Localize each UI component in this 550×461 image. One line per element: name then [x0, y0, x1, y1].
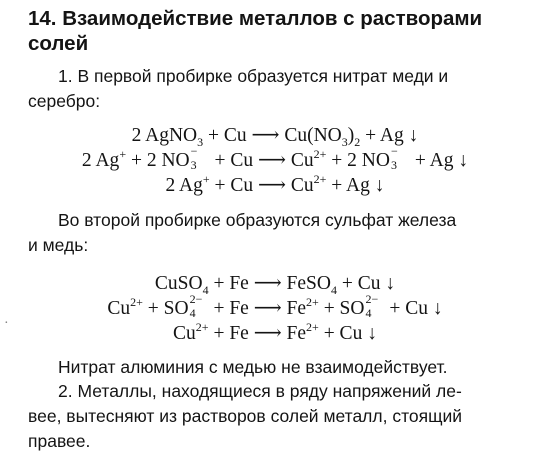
- paragraph-line: правее.: [28, 431, 91, 451]
- paragraph-line: 2. Металлы, находящиеся в ряду напряжений ле-: [58, 381, 462, 401]
- paragraph-second-tube: [28, 208, 528, 258]
- equation-molecular-iron: CuSO$_4$ + Fe ⟶ FeSO$_4$ + Cu ↓: [154, 273, 396, 297]
- paragraph-line: вее, вытесняют из растворов солей металл, стоящий: [28, 406, 463, 426]
- paragraph-line: 1. В первой пробирке образуется нитрат меди и: [58, 66, 449, 86]
- margin-mark: ·: [4, 316, 9, 331]
- paragraph-line: Во второй пробирке образуются сульфат железа: [58, 210, 457, 230]
- paragraph-line: серебро:: [28, 91, 101, 111]
- paragraph-activity-series: [28, 379, 528, 454]
- paragraph-line: Нитрат алюминия с медью не взаимодействует.: [58, 357, 448, 377]
- paragraph-first-tube: [28, 64, 528, 114]
- equation-full-ionic-iron: $Cu^{2+}$ + SO 2− 4 + Fe ⟶ $Fe^{2+}$ + SO 2− 4 + Cu ↓: [107, 292, 443, 320]
- paragraph-aluminium-nitrate: [58, 355, 528, 380]
- section-heading: 14. Взаимодействие металлов с растворами солей: [28, 7, 483, 55]
- equation-full-ionic-silver: 2 Ag+ + 2 NO − 3 + Cu ⟶ $Cu^{2+} + 2$ NO − 3 + Ag ↓: [81, 144, 469, 172]
- equation-molecular-silver: 2 AgNO$_3$ + Cu ⟶ $Cu(NO_3)_2 + Ag$ ↓: [131, 125, 419, 149]
- equation-short-ionic-silver: 2 Ag+ + Cu ⟶ $Cu^{2+} + Ag$ ↓: [165, 172, 385, 196]
- paragraph-line: и медь:: [28, 235, 89, 255]
- equation-short-ionic-iron: $Cu^{2+} + Fe$ ⟶ $Fe^{2+} + Cu$ ↓: [173, 320, 377, 344]
